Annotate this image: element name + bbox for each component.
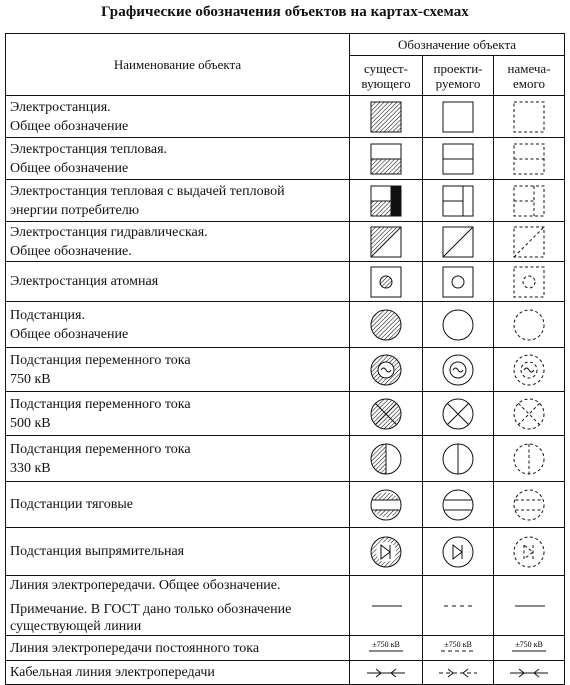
existing-column-header: сущест- вующего	[350, 56, 423, 96]
projected-power-line-cell	[423, 576, 494, 636]
rectifier-substation-projected-icon	[441, 535, 475, 569]
object-name-cell	[6, 180, 350, 222]
projected-symbol-cell	[423, 222, 494, 262]
existing-symbol-cell	[350, 262, 423, 302]
object-name-line: Подстанция переменного тока	[10, 352, 191, 368]
planned-symbol-cell	[494, 436, 565, 482]
thermal-power-station-projected-icon	[441, 142, 475, 176]
thermal-heat-power-station-planned-icon	[512, 184, 546, 218]
object-name-cell	[6, 262, 350, 302]
substation-750-existing-icon	[369, 353, 403, 387]
dc-line-existing-icon	[355, 638, 417, 658]
table-row	[6, 661, 565, 685]
thermal-heat-power-station-existing-icon	[369, 184, 403, 218]
table-row	[6, 138, 565, 180]
object-name-cell	[6, 348, 350, 392]
cable-line-planned-icon	[504, 667, 554, 679]
dc-line-projected-icon	[427, 638, 489, 658]
existing-symbol-cell	[350, 222, 423, 262]
table-row	[6, 576, 565, 636]
planned-symbol-cell	[494, 222, 565, 262]
substation-330-projected-icon	[441, 442, 475, 476]
table-row	[6, 222, 565, 262]
projected-column-header: проекти- руемого	[423, 56, 494, 96]
hydro-power-station-existing-icon	[369, 225, 403, 259]
object-name-cell	[6, 222, 350, 262]
projected-symbol-cell	[423, 302, 494, 348]
table-row	[6, 96, 565, 138]
object-name-line: 750 кВ	[10, 371, 51, 387]
object-name-line: Общее обозначение	[10, 160, 129, 176]
nuclear-power-station-projected-icon	[441, 265, 475, 299]
hydro-power-station-planned-icon	[512, 225, 546, 259]
thermal-power-station-existing-icon	[369, 142, 403, 176]
existing-symbol-cell	[350, 436, 423, 482]
cable-line-existing-icon	[361, 667, 411, 679]
page-title: Графические обозначения объектов на картах-схемах	[101, 4, 469, 20]
power-line-existing-icon	[356, 599, 416, 613]
existing-cable-line-cell	[350, 661, 423, 685]
substation-general-existing-icon	[369, 308, 403, 342]
object-name-line: Электростанция.	[10, 99, 111, 115]
power-line-projected-icon	[428, 599, 488, 613]
object-name-line: Электростанция атомная	[10, 274, 159, 289]
existing-symbol-cell	[350, 180, 423, 222]
power-station-general-existing-icon	[369, 100, 403, 134]
table-row	[6, 436, 565, 482]
table-row	[6, 482, 565, 528]
substation-750-projected-icon	[441, 353, 475, 387]
object-name-line: Электростанция тепловая с выдачей тепловой	[10, 183, 285, 199]
power-station-general-projected-icon	[441, 100, 475, 134]
svg-text:±750 кВ: ±750 кВ	[372, 640, 400, 649]
object-name-cell	[6, 96, 350, 138]
table-row	[6, 180, 565, 222]
substation-general-planned-icon	[512, 308, 546, 342]
planned-symbol-cell	[494, 348, 565, 392]
rectifier-substation-existing-icon	[369, 535, 403, 569]
projected-symbol-cell	[423, 180, 494, 222]
power-line-planned-icon	[499, 599, 559, 613]
projected-symbol-cell	[423, 96, 494, 138]
existing-symbol-cell	[350, 528, 423, 576]
planned-symbol-cell	[494, 482, 565, 528]
object-name-cell	[6, 138, 350, 180]
traction-substation-existing-icon	[369, 488, 403, 522]
thermal-heat-power-station-projected-icon	[441, 184, 475, 218]
object-name-line: энергии потребителю	[10, 202, 140, 218]
planned-column-header: намеча- емого	[494, 56, 565, 96]
cable-line-name: Кабельная линия электропередачи	[6, 661, 350, 685]
projected-symbol-cell	[423, 528, 494, 576]
object-name-line: Подстанции тяговые	[10, 497, 134, 512]
projected-dc-line-cell	[423, 636, 494, 661]
object-name-line: Электростанция гидравлическая.	[10, 224, 208, 240]
table-row	[6, 348, 565, 392]
object-name-line: 330 кВ	[10, 460, 51, 476]
existing-symbol-cell	[350, 302, 423, 348]
table-row	[6, 636, 565, 661]
object-name-cell	[6, 436, 350, 482]
traction-substation-projected-icon	[441, 488, 475, 522]
planned-dc-line-cell	[494, 636, 565, 661]
substation-330-planned-icon	[512, 442, 546, 476]
projected-symbol-cell	[423, 348, 494, 392]
existing-symbol-cell	[350, 96, 423, 138]
object-name-line: Подстанция переменного тока	[10, 441, 191, 457]
existing-symbol-cell	[350, 392, 423, 436]
table-row	[6, 528, 565, 576]
existing-power-line-cell	[350, 576, 423, 636]
planned-power-line-cell	[494, 576, 565, 636]
substation-750-planned-icon	[512, 353, 546, 387]
object-name-line: Подстанция переменного тока	[10, 396, 191, 412]
dc-line-name: Линия электропередачи постоянного тока	[6, 636, 350, 661]
projected-symbol-cell	[423, 262, 494, 302]
planned-symbol-cell	[494, 96, 565, 138]
symbol-group-header: Обозначение объекта	[350, 34, 565, 56]
object-name-line: Подстанция выпрямительная	[10, 544, 185, 559]
existing-symbol-cell	[350, 348, 423, 392]
planned-symbol-cell	[494, 138, 565, 180]
rectifier-substation-planned-icon	[512, 535, 546, 569]
existing-symbol-cell	[350, 138, 423, 180]
projected-symbol-cell	[423, 436, 494, 482]
object-name-cell	[6, 392, 350, 436]
nuclear-power-station-planned-icon	[512, 265, 546, 299]
object-name-cell	[6, 528, 350, 576]
projected-symbol-cell	[423, 392, 494, 436]
object-name-line: Подстанция.	[10, 307, 85, 323]
svg-text:±750 кВ: ±750 кВ	[444, 640, 472, 649]
object-name-line: Общее обозначение	[10, 326, 129, 342]
nuclear-power-station-existing-icon	[369, 265, 403, 299]
substation-500-projected-icon	[441, 397, 475, 431]
planned-symbol-cell	[494, 180, 565, 222]
table-row	[6, 262, 565, 302]
object-name-line: Электростанция тепловая.	[10, 141, 168, 157]
substation-330-existing-icon	[369, 442, 403, 476]
traction-substation-planned-icon	[512, 488, 546, 522]
projected-symbol-cell	[423, 482, 494, 528]
planned-symbol-cell	[494, 302, 565, 348]
planned-symbol-cell	[494, 528, 565, 576]
power-station-general-planned-icon	[512, 100, 546, 134]
object-name-cell	[6, 482, 350, 528]
planned-symbol-cell	[494, 392, 565, 436]
object-name-line: Общее обозначение.	[10, 243, 132, 259]
projected-cable-line-cell	[423, 661, 494, 685]
cable-line-projected-icon	[433, 667, 483, 679]
symbols-table	[5, 33, 565, 685]
name-column-header: Наименование объекта	[6, 34, 350, 96]
hydro-power-station-projected-icon	[441, 225, 475, 259]
object-name-line: Общее обозначение	[10, 118, 129, 134]
substation-500-planned-icon	[512, 397, 546, 431]
object-name-line: 500 кВ	[10, 415, 51, 431]
planned-cable-line-cell	[494, 661, 565, 685]
substation-general-projected-icon	[441, 308, 475, 342]
existing-symbol-cell	[350, 482, 423, 528]
substation-500-existing-icon	[369, 397, 403, 431]
planned-symbol-cell	[494, 262, 565, 302]
projected-symbol-cell	[423, 138, 494, 180]
dc-line-planned-icon	[498, 638, 560, 658]
table-row	[6, 392, 565, 436]
existing-dc-line-cell	[350, 636, 423, 661]
thermal-power-station-planned-icon	[512, 142, 546, 176]
object-name-cell	[6, 302, 350, 348]
svg-text:±750 кВ: ±750 кВ	[515, 640, 543, 649]
power-line-name-cell: Линия электропередачи. Общее обозначение. Примечание. В ГОСТ дано только обозначение существующей линии	[6, 576, 350, 636]
table-row	[6, 302, 565, 348]
